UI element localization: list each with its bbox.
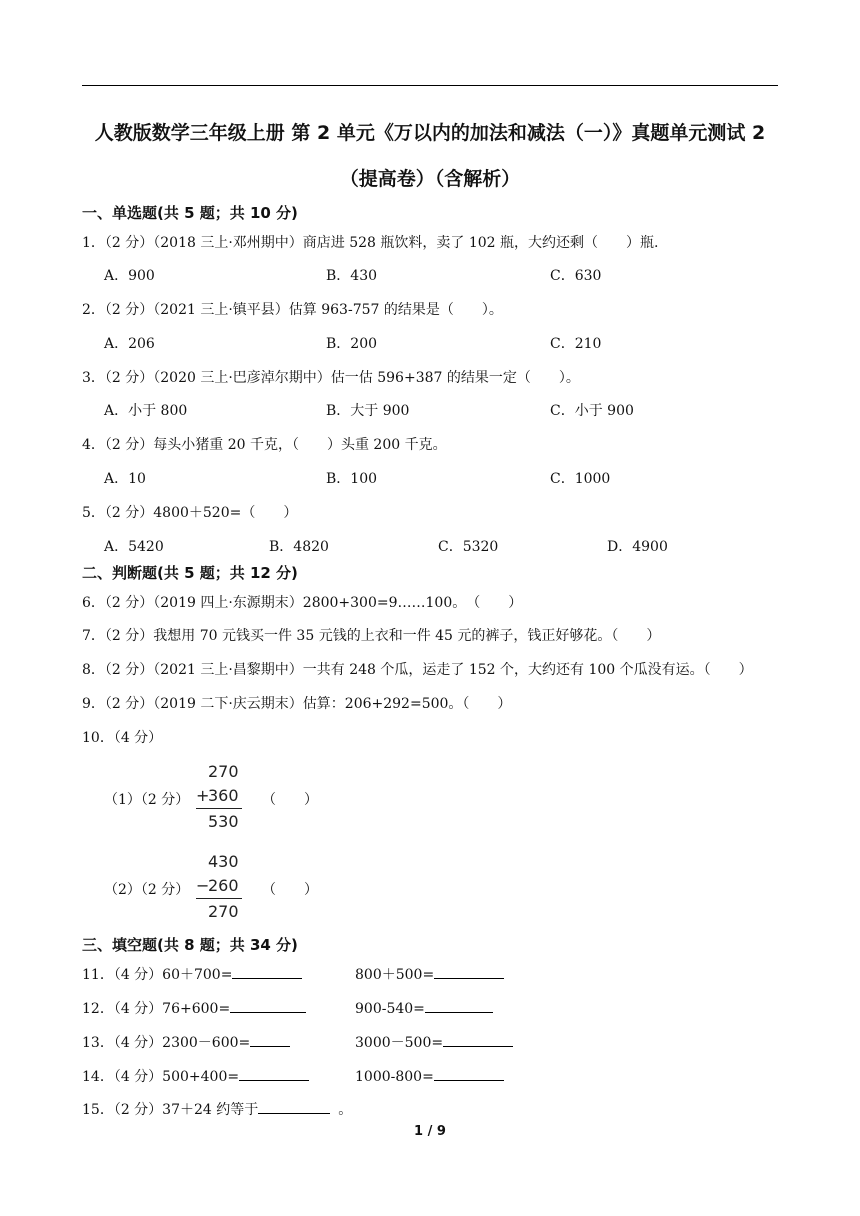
section-heading-single-choice: 一、单选题(共 5 题；共 10 分) <box>82 204 298 222</box>
question-10-stem: 10．（4 分） <box>82 730 163 746</box>
question-9-stem: 9．（2 分）（2019 二下·庆云期末）估算：206+292=500。（ ） <box>82 696 512 712</box>
question-15 <box>82 1099 352 1119</box>
question-10-part-2-answer-parens[interactable]: （ ） <box>262 882 318 898</box>
question-14-right-text: 1000-800= <box>355 1069 434 1085</box>
question-10-part-1-label: （1）（2 分） <box>104 792 190 808</box>
question-12-right-text: 900-540= <box>355 1001 425 1017</box>
question-5-option-d[interactable]: D．4900 <box>607 539 668 555</box>
answer-blank[interactable] <box>232 964 302 979</box>
answer-blank[interactable] <box>443 1032 513 1047</box>
question-12-left <box>82 998 306 1018</box>
plus-sign: + <box>196 786 210 805</box>
question-13-right-text: 3000－500= <box>355 1035 444 1051</box>
answer-blank[interactable] <box>425 998 493 1013</box>
addend-top: 270 <box>208 762 239 781</box>
question-3-stem: 3．（2 分）（2020 三上·巴彦淖尔期中）估一估 596+387 的结果一定（ ）。 <box>82 370 580 386</box>
question-1-option-a[interactable]: A．900 <box>104 268 155 284</box>
question-14-left-text: 14．（4 分）500+400= <box>82 1069 240 1085</box>
question-11-right <box>355 964 504 984</box>
answer-blank[interactable] <box>250 1032 290 1047</box>
question-13-right <box>355 1032 513 1052</box>
question-2-option-a[interactable]: A．206 <box>104 336 155 352</box>
question-4-option-b[interactable]: B．100 <box>326 471 378 487</box>
question-2-option-c[interactable]: C．210 <box>550 336 602 352</box>
page-title-line1: 人教版数学三年级上册 第 2 单元《万以内的加法和减法（一）》真题单元测试 2 <box>94 122 766 144</box>
question-11-left <box>82 964 302 984</box>
question-12-right <box>355 998 493 1017</box>
question-3-option-a[interactable]: A．小于 800 <box>104 403 188 419</box>
answer-blank[interactable] <box>230 998 306 1013</box>
question-1-stem: 1．（2 分）（2018 三上·邓州期中）商店进 528 瓶饮料，卖了 102 瓶，大约还剩（ ）瓶. <box>82 235 659 251</box>
question-2-stem: 2．（2 分）（2021 三上·镇平县）估算 963-757 的结果是（ ）。 <box>82 302 503 318</box>
question-1-option-c[interactable]: C．630 <box>550 268 602 284</box>
question-10-part-2-label: （2）（2 分） <box>104 882 190 898</box>
question-7-stem: 7．（2 分）我想用 70 元钱买一件 35 元钱的上衣和一件 45 元的裤子，钱正好够花。（ ） <box>82 628 661 644</box>
question-8-stem: 8．（2 分）（2021 三上·昌黎期中）一共有 248 个瓜，运走了 152 个，大约还有 100 个瓜没有运。（ ） <box>82 662 753 678</box>
question-5-stem: 5．（2 分）4800＋520=（ ） <box>82 505 298 521</box>
difference-line <box>196 898 242 899</box>
section-heading-fill-blank: 三、填空题(共 8 题；共 34 分) <box>82 936 298 954</box>
addend-bottom: 360 <box>208 786 239 805</box>
page-number: 1 / 9 <box>414 1124 446 1139</box>
answer-blank[interactable] <box>239 1066 309 1081</box>
question-11-right-text: 800＋500= <box>355 967 435 983</box>
question-6-stem: 6．（2 分）（2019 四上·东源期末）2800+300=9……100。 （ ） <box>82 595 523 611</box>
question-5-option-b[interactable]: B．4820 <box>269 539 329 555</box>
answer-blank[interactable] <box>434 964 504 979</box>
question-13-left <box>82 1032 290 1052</box>
sum-line <box>196 808 242 809</box>
question-1-option-b[interactable]: B．430 <box>326 268 378 284</box>
question-15-text: 15．（2 分）37＋24 约等于 <box>82 1102 259 1118</box>
subtrahend: 260 <box>208 876 239 895</box>
vertical-addition <box>196 762 246 834</box>
sum-result: 530 <box>208 812 239 831</box>
question-14-left <box>82 1066 309 1086</box>
answer-blank[interactable] <box>434 1066 504 1081</box>
answer-blank[interactable] <box>258 1099 330 1114</box>
difference-result: 270 <box>208 902 239 921</box>
question-3-option-b[interactable]: B．大于 900 <box>326 403 410 419</box>
question-5-option-c[interactable]: C．5320 <box>438 539 499 555</box>
vertical-subtraction <box>196 852 246 924</box>
section-heading-true-false: 二、判断题(共 5 题；共 12 分) <box>82 564 298 582</box>
question-2-option-b[interactable]: B．200 <box>326 336 378 352</box>
question-13-left-text: 13．（4 分）2300－600= <box>82 1035 251 1051</box>
question-15-end: 。 <box>338 1102 353 1118</box>
question-4-option-c[interactable]: C．1000 <box>550 471 611 487</box>
question-14-right <box>355 1066 504 1085</box>
minus-sign: − <box>196 876 210 895</box>
question-5-option-a[interactable]: A．5420 <box>104 539 164 555</box>
question-12-left-text: 12．（4 分）76+600= <box>82 1001 231 1017</box>
question-4-stem: 4．（2 分）每头小猪重 20 千克，（ ）头重 200 千克。 <box>82 437 447 453</box>
question-3-option-c[interactable]: C．小于 900 <box>550 403 634 419</box>
minuend: 430 <box>208 852 239 871</box>
question-10-part-1-answer-parens[interactable]: （ ） <box>262 792 318 808</box>
page-title-line2: （提高卷）（含解析） <box>339 168 521 190</box>
question-11-left-text: 11．（4 分）60＋700= <box>82 967 233 983</box>
header-rule <box>82 85 778 86</box>
question-4-option-a[interactable]: A．10 <box>104 471 146 487</box>
